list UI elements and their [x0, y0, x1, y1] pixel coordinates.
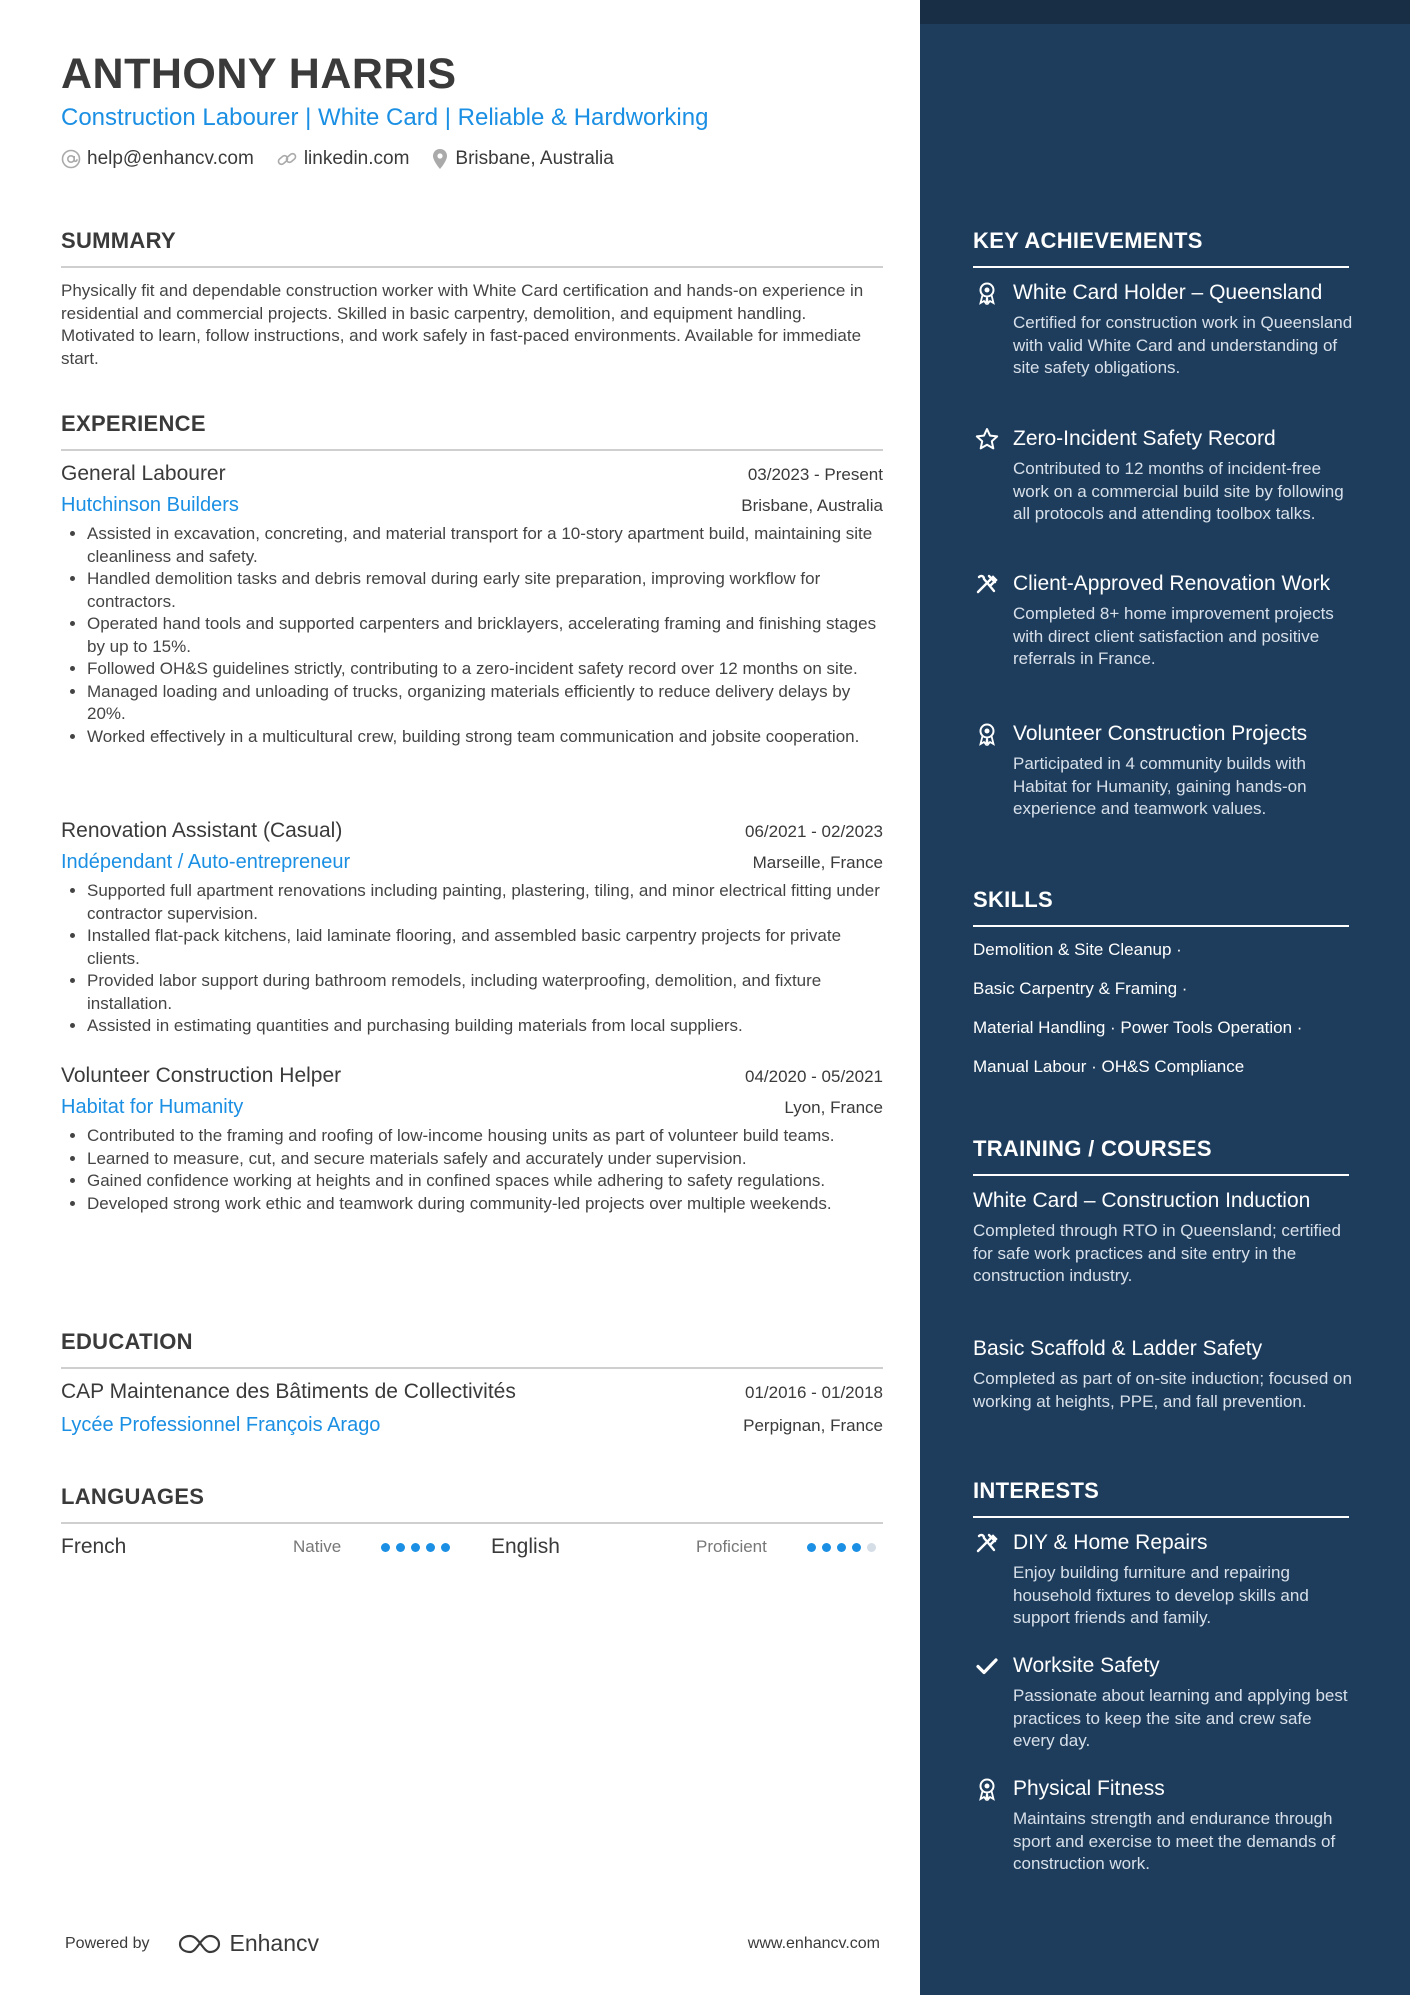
job-bullet: • Learned to measure, cut, and secure materials safely and accurately under supervision.: [87, 1148, 883, 1171]
education-school: Lycée Professionnel François Arago: [61, 1414, 381, 1436]
job-bullet: • Worked effectively in a multicultural crew, building strong team communication and jobsite cooperation.: [87, 726, 883, 749]
rating-dot-filled: [822, 1543, 831, 1552]
course-desc: Completed as part of on-site induction; focused on working at heights, PPE, and fall prevention.: [973, 1369, 1352, 1411]
location-pin-icon: [431, 148, 449, 170]
education-degree: CAP Maintenance des Bâtiments de Collectivités: [61, 1380, 516, 1403]
achievements-divider: [973, 266, 1349, 268]
job-location: Lyon, France: [784, 1098, 883, 1117]
languages-row: [61, 1535, 883, 1559]
experience-heading: EXPERIENCE: [61, 411, 206, 436]
job-entry: [61, 1064, 883, 1215]
footer-url[interactable]: www.enhancv.com: [747, 1934, 880, 1952]
job-bullet: • Handled demolition tasks and debris removal during early site preparation, improving workflow for contractors.: [87, 568, 883, 613]
interest-desc: Enjoy building furniture and repairing household fixtures to develop skills and support friends and family.: [1013, 1563, 1309, 1627]
interest-item: [973, 1529, 1353, 1630]
brand-name: Enhancv: [229, 1930, 320, 1956]
job-bullets: [61, 880, 883, 1038]
enhancv-logo-icon: [176, 1932, 224, 1956]
award-ribbon-icon: [976, 1777, 998, 1801]
award-ribbon-icon: [976, 722, 998, 746]
contact-linkedin[interactable]: [276, 148, 410, 170]
achievement-item: [973, 279, 1353, 380]
job-title: General Labourer: [61, 462, 226, 485]
powered-by: [65, 1930, 319, 1957]
course-title: White Card – Construction Induction: [973, 1189, 1311, 1212]
skills-heading: SKILLS: [973, 887, 1054, 912]
interest-item: [973, 1775, 1353, 1876]
job-bullet: • Managed loading and unloading of trucks, organizing materials efficiently to reduce delivery delays by 20%.: [87, 681, 883, 726]
job-company: Indépendant / Auto-entrepreneur: [61, 851, 351, 873]
education-divider: [61, 1367, 883, 1369]
language-name: English: [491, 1535, 560, 1558]
job-bullets: [61, 1125, 883, 1215]
job-dates: 03/2023 - Present: [747, 465, 883, 484]
hammer-wrench-icon: [975, 1531, 999, 1555]
interest-title: DIY & Home Repairs: [1013, 1531, 1208, 1554]
brand-logo[interactable]: [176, 1930, 320, 1957]
achievement-desc: Participated in 4 community builds with Habitat for Humanity, gaining hands-on experience and teamwork values.: [1013, 754, 1307, 818]
job-bullet: • Provided labor support during bathroom remodels, including waterproofing, demolition, and fixture installation.: [87, 970, 883, 1015]
job-title: Volunteer Construction Helper: [61, 1064, 342, 1087]
rating-dot-filled: [396, 1543, 405, 1552]
at-icon: [61, 149, 81, 169]
job-bullet: • Assisted in excavation, concreting, and material transport for a 10-story apartment build, maintaining site cleanliness and safety.: [87, 523, 883, 568]
job-bullets: [61, 523, 883, 748]
education-entry: [61, 1380, 883, 1437]
rating-dot-filled: [807, 1543, 816, 1552]
summary-divider: [61, 266, 883, 268]
job-bullet: • Installed flat-pack kitchens, laid laminate flooring, and assembled basic carpentry projects for private clients.: [87, 925, 883, 970]
interest-item: [973, 1652, 1353, 1753]
powered-by-label: Powered by: [65, 1934, 150, 1952]
interests-heading: INTERESTS: [973, 1478, 1100, 1503]
achievement-title: Client-Approved Renovation Work: [1013, 572, 1331, 595]
job-bullet: • Contributed to the framing and roofing of low-income housing units as part of volunteer build teams.: [87, 1125, 883, 1148]
hammer-wrench-icon: [975, 572, 999, 596]
education-location: Perpignan, France: [743, 1416, 883, 1435]
tagline: Construction Labourer | White Card | Reliable & Hardworking: [61, 104, 709, 131]
checkmark-icon: [975, 1654, 999, 1678]
experience-divider: [61, 449, 883, 451]
achievement-item: [973, 570, 1353, 671]
job-entry: [61, 819, 883, 1038]
rating-dot-filled: [381, 1543, 390, 1552]
education-dates: 01/2016 - 01/2018: [744, 1383, 883, 1402]
job-bullet: • Operated hand tools and supported carpenters and bricklayers, accelerating framing and finishing stages by up to 15%.: [87, 613, 883, 658]
interest-title: Physical Fitness: [1013, 1777, 1165, 1800]
course-title: Basic Scaffold & Ladder Safety: [973, 1337, 1263, 1360]
achievement-title: White Card Holder – Queensland: [1013, 281, 1323, 304]
job-dates: 06/2021 - 02/2023: [744, 822, 883, 841]
contact-location: [431, 148, 613, 170]
interest-desc: Maintains strength and endurance through sport and exercise to meet the demands of construction work.: [1013, 1809, 1336, 1873]
job-bullet: • Gained confidence working at heights and in confined spaces while adhering to safety regulations.: [87, 1170, 883, 1193]
course-desc: Completed through RTO in Queensland; certified for safe work practices and site entry in the construction industry.: [973, 1221, 1341, 1285]
rating-dot-filled: [426, 1543, 435, 1552]
achievement-item: [973, 425, 1353, 526]
languages-heading: LANGUAGES: [61, 1484, 205, 1509]
job-location: Brisbane, Australia: [741, 496, 883, 515]
sidebar: [920, 0, 1410, 1995]
rating-dot-filled: [441, 1543, 450, 1552]
achievement-title: Volunteer Construction Projects: [1013, 722, 1308, 745]
language-level: Proficient: [696, 1537, 767, 1556]
language-rating: [801, 1543, 876, 1552]
contact-list: [61, 148, 636, 170]
job-location: Marseille, France: [752, 853, 883, 872]
job-bullet: • Developed strong work ethic and teamwork during community-led projects over multiple weekends.: [87, 1193, 883, 1216]
contact-linkedin-text: linkedin.com: [303, 148, 410, 169]
contact-location-text: Brisbane, Australia: [455, 148, 614, 169]
job-bullet: • Supported full apartment renovations including painting, plastering, tiling, and minor electrical fitting under contractor supervision.: [87, 880, 883, 925]
training-divider: [973, 1174, 1349, 1176]
language-level: Native: [293, 1537, 342, 1556]
contact-email-text: help@enhancv.com: [87, 148, 254, 169]
contact-email[interactable]: [61, 148, 254, 170]
course-item: [973, 1187, 1353, 1288]
skills-divider: [973, 925, 1349, 927]
languages-divider: [61, 1522, 883, 1524]
award-ribbon-icon: [976, 281, 998, 305]
footer: [65, 1930, 880, 1957]
skill-line: Manual Labour · OH&S Compliance: [973, 1057, 1245, 1076]
candidate-name: ANTHONY HARRIS: [61, 50, 457, 98]
job-company: Hutchinson Builders: [61, 494, 239, 516]
interest-title: Worksite Safety: [1013, 1654, 1160, 1677]
skill-line: Material Handling · Power Tools Operation ·: [973, 1018, 1303, 1037]
achievement-desc: Completed 8+ home improvement projects with direct client satisfaction and positive referrals in France.: [1013, 604, 1334, 668]
skill-line: Demolition & Site Cleanup ·: [973, 940, 1182, 959]
job-company: Habitat for Humanity: [61, 1096, 244, 1118]
rating-dot-filled: [837, 1543, 846, 1552]
achievements-heading: KEY ACHIEVEMENTS: [973, 228, 1203, 253]
job-dates: 04/2020 - 05/2021: [744, 1067, 883, 1086]
training-heading: TRAINING / COURSES: [973, 1136, 1212, 1161]
job-title: Renovation Assistant (Casual): [61, 819, 343, 842]
achievement-desc: Certified for construction work in Queensland with valid White Card and understanding of site safety obligations.: [1013, 313, 1353, 377]
job-bullet: • Assisted in estimating quantities and purchasing building materials from local suppliers.: [87, 1015, 883, 1038]
star-icon: [975, 427, 999, 451]
rating-dot-filled: [411, 1543, 420, 1552]
link-icon: [276, 149, 298, 169]
language-name: French: [61, 1535, 127, 1558]
job-bullet: • Followed OH&S guidelines strictly, contributing to a zero-incident safety record over 12 months on site.: [87, 658, 883, 681]
summary-heading: SUMMARY: [61, 228, 176, 253]
course-item: [973, 1335, 1353, 1413]
job-entry: [61, 462, 883, 748]
achievement-title: Zero-Incident Safety Record: [1013, 427, 1276, 450]
language-rating: [375, 1543, 491, 1552]
achievement-desc: Contributed to 12 months of incident-free work on a commercial build site by following all protocols and attending toolbox talks.: [1013, 459, 1344, 523]
sidebar-top-band: [920, 0, 1410, 24]
achievement-item: [973, 720, 1353, 821]
rating-dot-filled: [852, 1543, 861, 1552]
rating-dot-empty: [867, 1543, 876, 1552]
summary-text: Physically fit and dependable construction worker with White Card certification and hands-on experience in residential and commercial projects. Skilled in basic carpentry, demolition, and equipment handling. Motivated to learn, follow instructions, and work safely in fast-paced environments. Available for immediate start.: [61, 281, 864, 368]
interests-divider: [973, 1516, 1349, 1518]
skill-line: Basic Carpentry & Framing ·: [973, 979, 1188, 998]
education-heading: EDUCATION: [61, 1329, 193, 1354]
interest-desc: Passionate about learning and applying best practices to keep the site and crew safe every day.: [1013, 1686, 1348, 1750]
